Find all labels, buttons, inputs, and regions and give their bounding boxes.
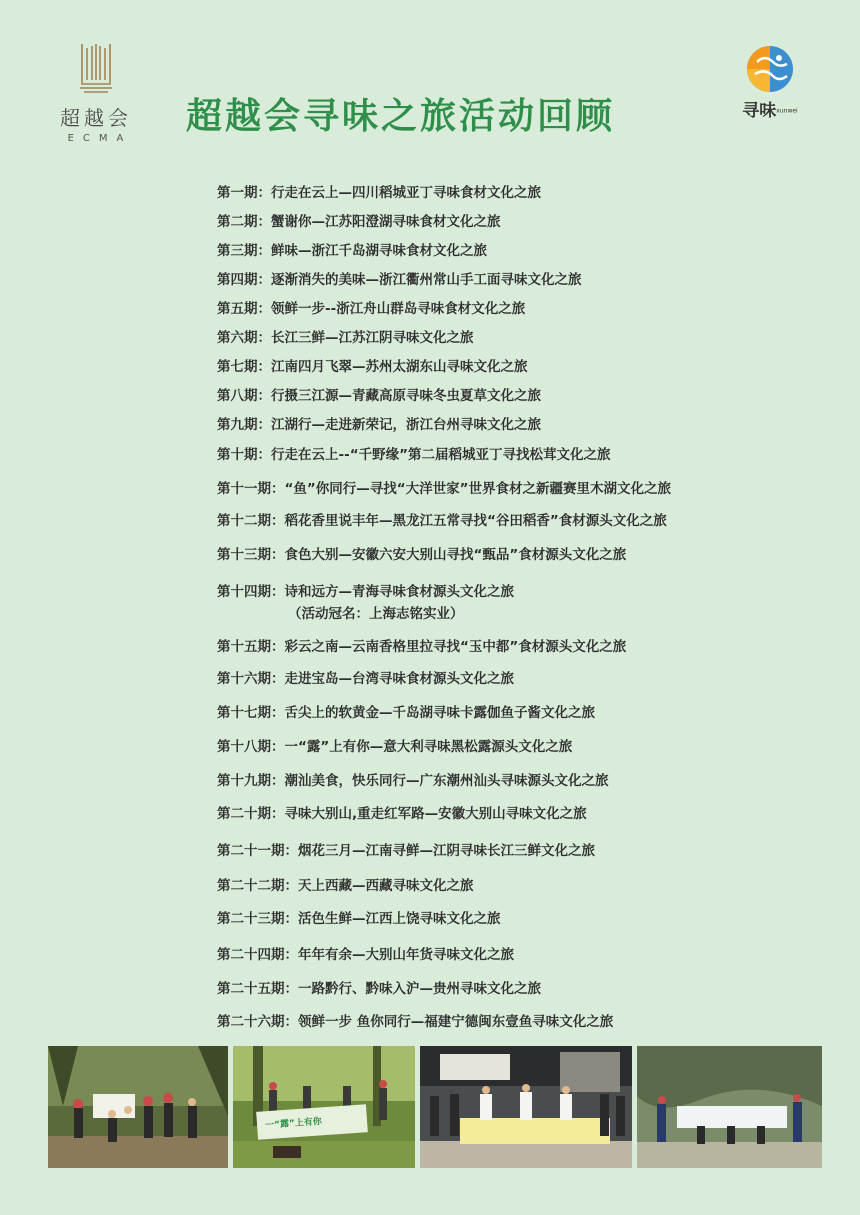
entry-text: 行走在云上—四川稻城亚丁寻味食材文化之旅 (271, 185, 541, 201)
entry-label: 第二十六期： (217, 1014, 298, 1030)
entry-label: 第三期： (217, 243, 271, 259)
entry-label: 第十七期： (217, 705, 285, 721)
entry-label: 第二十二期： (217, 878, 298, 894)
entry-label: 第二十五期： (217, 981, 298, 997)
entry-label: 第九期： (217, 417, 271, 433)
entry-text: 一“露”上有你—意大利寻味黑松露源头文化之旅 (284, 739, 573, 755)
group-photo-indoor (420, 1046, 632, 1168)
logo-left-cn: 超越会 (60, 106, 132, 130)
entry-label: 第二十三期： (217, 911, 298, 927)
entry-20 (217, 805, 587, 823)
entry-text: 行走在云上--“千野缘”第二届稻城亚丁寻找松茸文化之旅 (271, 447, 611, 463)
entry-25 (217, 980, 541, 998)
xunwei-emblem-icon (743, 44, 797, 94)
entry-text: 领鲜一步--浙江舟山群岛寻味食材文化之旅 (271, 301, 526, 317)
entry-text: 鲜味—浙江千岛湖寻味食材文化之旅 (271, 243, 487, 259)
entry-text: 江湖行—走进新荣记，浙江台州寻味文化之旅 (271, 417, 541, 433)
entry-text: 年年有余—大别山年货寻味文化之旅 (298, 947, 514, 963)
entry-4 (217, 271, 582, 289)
photo-banner-text: 一“露”上有你 (264, 1117, 323, 1131)
entry-text: 舌尖上的软黄金—千岛湖寻味卡露伽鱼子酱文化之旅 (284, 705, 595, 721)
xunwei-logo (735, 44, 805, 121)
entry-8 (217, 387, 541, 405)
entry-label: 第二期： (217, 214, 271, 230)
logo-right-text (735, 96, 805, 121)
group-photo-mountain (637, 1046, 822, 1168)
entry-22 (217, 877, 474, 895)
entry-17 (217, 704, 595, 722)
entry-text: 逐渐消失的美味—浙江衢州常山手工面寻味文化之旅 (271, 272, 582, 288)
entry-label: 第二十期： (217, 806, 285, 822)
entry-label: 第一期： (217, 185, 271, 201)
entry-label: 第十一期： (217, 481, 285, 497)
entry-9 (217, 416, 541, 434)
entry-text: 彩云之南—云南香格里拉寻找“玉中都”食材源头文化之旅 (284, 639, 627, 655)
entry-label: 第十六期： (217, 671, 285, 687)
entry-15 (217, 638, 626, 656)
entry-26 (217, 1013, 613, 1031)
entry-label: 第十期： (217, 447, 271, 463)
entry-text: 潮汕美食，快乐同行—广东潮州汕头寻味源头文化之旅 (284, 773, 609, 789)
entry-text: 食色大别—安徽六安大别山寻找“甄品”食材源头文化之旅 (284, 547, 627, 563)
entry-label: 第十二期： (217, 513, 285, 529)
entry-label: 第二十四期： (217, 947, 298, 963)
entry-text: 江南四月飞翠—苏州太湖东山寻味文化之旅 (271, 359, 528, 375)
entry-text: 走进宝岛—台湾寻味食材源头文化之旅 (284, 671, 514, 687)
ecma-logo (50, 40, 142, 144)
entry-label: 第十五期： (217, 639, 285, 655)
entry-text: 诗和远方—青海寻味食材源头文化之旅 (284, 584, 514, 600)
entry-label: 第七期： (217, 359, 271, 375)
entry-19 (217, 772, 609, 790)
entry-text: 天上西藏—西藏寻味文化之旅 (298, 878, 474, 894)
page-title: 超越会寻味之旅活动回顾 (186, 96, 616, 137)
entry-11 (217, 480, 671, 498)
entry-label: 第二十一期： (217, 843, 298, 859)
entry-text: 稻花香里说丰年—黑龙江五常寻找“谷田稻香”食材源头文化之旅 (284, 513, 667, 529)
group-photo-woods-banner (233, 1046, 415, 1168)
entry-2 (217, 213, 501, 231)
entry-14 (217, 583, 514, 623)
entry-label: 第八期： (217, 388, 271, 404)
entry-label: 第四期： (217, 272, 271, 288)
entry-3 (217, 242, 487, 260)
group-photo-forest (48, 1046, 228, 1168)
entry-6 (217, 329, 474, 347)
entry-13 (217, 546, 626, 564)
entry-text: 行摄三江源—青藏高原寻味冬虫夏草文化之旅 (271, 388, 541, 404)
entry-21 (217, 842, 595, 860)
entry-label: 第十九期： (217, 773, 285, 789)
entry-text: 寻味大别山,重走红军路—安徽大别山寻味文化之旅 (284, 806, 587, 822)
entry-text: 领鲜一步 鱼你同行—福建宁德闽东壹鱼寻味文化之旅 (298, 1014, 614, 1030)
logo-right-small: xunwei (776, 107, 798, 115)
entry-text: 一路黔行、黔味入沪—贵州寻味文化之旅 (298, 981, 541, 997)
entry-text: 活色生鲜—江西上饶寻味文化之旅 (298, 911, 501, 927)
ecma-crest-icon (76, 40, 116, 96)
entry-label: 第五期： (217, 301, 271, 317)
entry-label: 第十三期： (217, 547, 285, 563)
entry-7 (217, 358, 528, 376)
entry-23 (217, 910, 501, 928)
entry-text: 长江三鲜—江苏江阴寻味文化之旅 (271, 330, 474, 346)
entry-label: 第十四期： (217, 584, 285, 600)
entry-12 (217, 512, 667, 530)
entry-10 (217, 446, 610, 464)
entry-label: 第十八期： (217, 739, 285, 755)
entry-label: 第六期： (217, 330, 271, 346)
entry-24 (217, 946, 514, 964)
entry-text: 烟花三月—江南寻鲜—江阴寻味长江三鲜文化之旅 (298, 843, 595, 859)
entry-text: “鱼”你同行—寻找“大洋世家”世界食材之新疆赛里木湖文化之旅 (284, 481, 671, 497)
entry-sub: （活动冠名：上海志铭实业） (288, 606, 464, 622)
entry-5 (217, 300, 525, 318)
entry-1 (217, 184, 541, 202)
entry-text: 蟹谢你—江苏阳澄湖寻味食材文化之旅 (271, 214, 501, 230)
logo-right-name: 寻味 (742, 101, 777, 121)
logo-left-en: ECMA (67, 133, 133, 144)
entry-16 (217, 670, 514, 688)
entry-18 (217, 738, 572, 756)
